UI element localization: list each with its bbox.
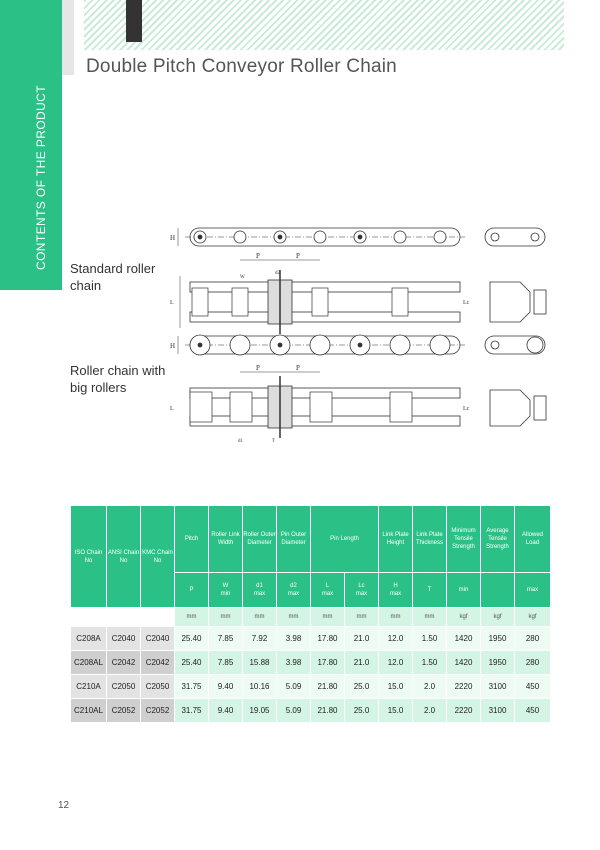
page-number: 12 xyxy=(58,800,70,811)
table-row: C208A C2040 C2040 25.40 7.85 7.92 3.98 17.80 21.0 12.0 1.50 1420 1950 280 xyxy=(71,627,551,651)
col-link-plate-height: Link Plate Height xyxy=(379,506,413,573)
unit-cell: mm xyxy=(175,608,209,627)
caption-big-roller-chain: Roller chain with big rollers xyxy=(70,363,166,395)
dim-label-pitch-2b: P xyxy=(296,364,300,372)
sym-p: P xyxy=(175,573,209,608)
col-kmc-chain-no: KMC Chain No xyxy=(141,506,175,608)
dim-label-d2-1: d2 xyxy=(275,271,280,276)
side-green-band xyxy=(0,0,62,290)
dim-label-pin-length-2: L xyxy=(170,406,174,412)
sym-min: min xyxy=(447,573,481,608)
table-row: C208AL C2042 C2042 25.40 7.85 15.88 3.98 17.80 21.0 12.0 1.50 1420 1950 280 xyxy=(71,651,551,675)
dim-label-w-1: W xyxy=(240,275,245,280)
unit-cell: mm xyxy=(413,608,447,627)
dim-label-t: T xyxy=(272,439,276,444)
col-minimum-tensile-strength: Minimum Tensile Strength xyxy=(447,506,481,573)
specification-table xyxy=(70,505,551,723)
dim-label-pitch-1b: P xyxy=(296,252,300,260)
page-title: Double Pitch Conveyor Roller Chain xyxy=(86,56,397,77)
big-roller-chain-plan-view xyxy=(170,376,546,444)
sym-h: H max xyxy=(379,573,413,608)
unit-cell: mm xyxy=(379,608,413,627)
unit-cell: kgf xyxy=(481,608,515,627)
col-roller-outer-diameter: Roller Outer Diameter xyxy=(243,506,277,573)
standard-chain-plan-view xyxy=(170,270,546,334)
unit-cell: mm xyxy=(311,608,345,627)
col-pin-outer-diameter: Pin Outer Diameter xyxy=(277,506,311,573)
sym-l: L max xyxy=(311,573,345,608)
sym-lc: Lc max xyxy=(345,573,379,608)
big-roller-chain-side-view xyxy=(170,335,545,372)
header-dark-notch xyxy=(126,0,142,42)
sym-w: W min xyxy=(209,573,243,608)
chain-technical-drawing xyxy=(160,210,560,450)
side-section-label: CONTENTS OF THE PRODUCT xyxy=(34,85,48,270)
dim-label-pitch-2a: P xyxy=(256,364,260,372)
table-row: C210A C2050 C2050 31.75 9.40 10.16 5.09 21.80 25.0 15.0 2.0 2220 3100 450 xyxy=(71,675,551,699)
sym-avg xyxy=(481,573,515,608)
dim-label-pin-length-1: L xyxy=(170,300,174,306)
unit-cell: kgf xyxy=(515,608,551,627)
col-roller-link-width: Roller Link Width xyxy=(209,506,243,573)
dim-label-pitch-1a: P xyxy=(256,252,260,260)
unit-cell: mm xyxy=(277,608,311,627)
dim-label-d1: d1 xyxy=(238,439,243,444)
col-average-tensile-strength: Average Tensile Strength xyxy=(481,506,515,573)
col-iso-chain-no: ISO Chain No xyxy=(71,506,107,608)
dim-label-lc-2: Lc xyxy=(463,406,470,412)
header-hatch-band xyxy=(84,0,564,50)
unit-cell: mm xyxy=(345,608,379,627)
col-ansi-chain-no: ANSI Chain No xyxy=(107,506,141,608)
col-pin-length: Pin Length xyxy=(311,506,379,573)
units-row xyxy=(71,608,551,627)
dim-label-lc-1: Lc xyxy=(463,300,470,306)
col-link-plate-thickness: Link Plate Thickness xyxy=(413,506,447,573)
table-row: C210AL C2052 C2052 31.75 9.40 19.05 5.09 21.80 25.0 15.0 2.0 2220 3100 450 xyxy=(71,699,551,723)
dim-label-height-1: H xyxy=(170,234,176,242)
header-gray-strip xyxy=(62,0,74,75)
unit-cell: mm xyxy=(243,608,277,627)
col-pitch: Pitch xyxy=(175,506,209,573)
sym-d1: d1 max xyxy=(243,573,277,608)
dim-label-height-2: H xyxy=(170,342,176,350)
col-allowed-load: Allowed Load xyxy=(515,506,551,573)
unit-cell: kgf xyxy=(447,608,481,627)
caption-standard-roller-chain: Standard roller chain xyxy=(70,261,156,293)
sym-t: T xyxy=(413,573,447,608)
unit-cell: mm xyxy=(209,608,243,627)
sym-max: max xyxy=(515,573,551,608)
standard-chain-side-view xyxy=(170,228,545,260)
sym-d2: d2 max xyxy=(277,573,311,608)
